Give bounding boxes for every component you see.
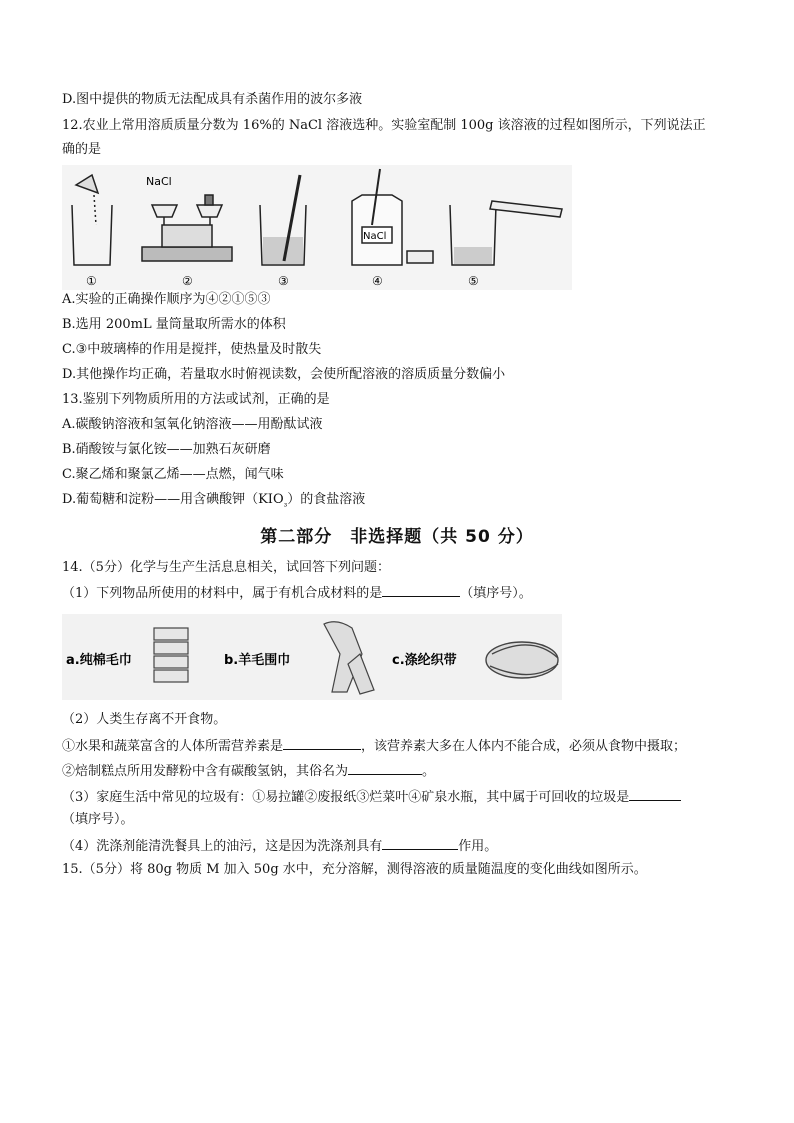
q12-option-c: C.③中玻璃棒的作用是搅拌，使热量及时散失 bbox=[62, 342, 322, 357]
step-label-3: ③ bbox=[278, 274, 289, 288]
q12-option-a: A.实验的正确操作顺序为④②①⑤③ bbox=[62, 292, 271, 307]
answer-blank-3[interactable] bbox=[348, 760, 422, 775]
item-b-label: b.羊毛围巾 bbox=[224, 653, 291, 668]
step-label-1: ① bbox=[86, 274, 97, 288]
q15-stem: 15.（5分）将 80g 物质 M 加入 50g 水中，充分溶解，测得溶液的质量随温度的变化曲线如图所示。 bbox=[62, 862, 647, 877]
q14-part3: （3）家庭生活中常见的垃圾有：①易拉罐②废报纸③烂菜叶④矿泉水瓶，其中属于可回收的垃圾是 bbox=[62, 786, 681, 808]
label-nacl-top: NaCl bbox=[146, 175, 172, 188]
item-c-label: c.涤纶织带 bbox=[392, 653, 457, 668]
q13-option-a: A.碳酸钠溶液和氢氧化钠溶液——用酚酞试液 bbox=[62, 417, 323, 432]
answer-blank-5[interactable] bbox=[382, 835, 458, 850]
step-label-4: ④ bbox=[372, 274, 383, 288]
answer-blank-4[interactable] bbox=[629, 786, 681, 801]
q14-part2-1: ①水果和蔬菜富含的人体所需营养素是 ，该营养素大多在人体内不能合成，必须从食物中摄取； bbox=[62, 735, 686, 757]
materials-figure bbox=[62, 614, 562, 700]
q12-option-d: D.其他操作均正确，若量取水时俯视读数，会使所配溶液的溶质质量分数偏小 bbox=[62, 367, 506, 382]
step-label-2: ② bbox=[182, 274, 193, 288]
item-a-label: a.纯棉毛巾 bbox=[66, 653, 132, 668]
q13-option-c: C.聚乙烯和聚氯乙烯——点燃，闻气味 bbox=[62, 467, 284, 482]
answer-blank-1[interactable] bbox=[382, 582, 460, 597]
label-nacl-bottle: NaCl bbox=[363, 231, 387, 242]
q14-part2-2: ②焙制糕点所用发酵粉中含有碳酸氢钠，其俗名为 。 bbox=[62, 760, 435, 782]
q12-stem-line2: 确的是 bbox=[62, 142, 102, 157]
q13-option-b: B.硝酸铵与氯化铵——加熟石灰研磨 bbox=[62, 442, 271, 457]
strap-icon bbox=[486, 642, 558, 678]
section-title: 第二部分 非选择题（共 50 分） bbox=[260, 527, 534, 547]
q13-option-d: D.葡萄糖和淀粉——用含碘酸钾$(KIO_{_3})$的食盐溶液 bbox=[62, 492, 366, 510]
q14-part3-cont: （填序号）。 bbox=[62, 812, 134, 827]
q13-stem: 13.鉴别下列物质所用的方法或试剂，正确的是 bbox=[62, 392, 330, 407]
q14-stem: 14.（5分）化学与生产生活息息相关，试回答下列问题： bbox=[62, 560, 390, 575]
q14-part1: （1）下列物品所使用的材料中，属于有机合成材料的是 （填序号）。 bbox=[62, 582, 532, 604]
answer-blank-2[interactable] bbox=[283, 735, 361, 750]
q14-part2: （2）人类生存离不开食物。 bbox=[62, 712, 227, 727]
q11-option-d: D.图中提供的物质无法配成具有杀菌作用的波尔多液 bbox=[62, 92, 363, 107]
q14-part4: （4）洗涤剂能清洗餐具上的油污，这是因为洗涤剂具有 作用。 bbox=[62, 835, 497, 857]
q12-option-b: B.选用 200mL 量筒量取所需水的体积 bbox=[62, 317, 286, 332]
step-label-5: ⑤ bbox=[468, 274, 479, 288]
solution-preparation-figure bbox=[62, 165, 572, 290]
q12-stem-line1: 12.农业上常用溶质质量分数为 16%的 NaCl 溶液选种。实验室配制 100g 该溶液的过程如图所示，下列说法正 bbox=[62, 118, 706, 133]
